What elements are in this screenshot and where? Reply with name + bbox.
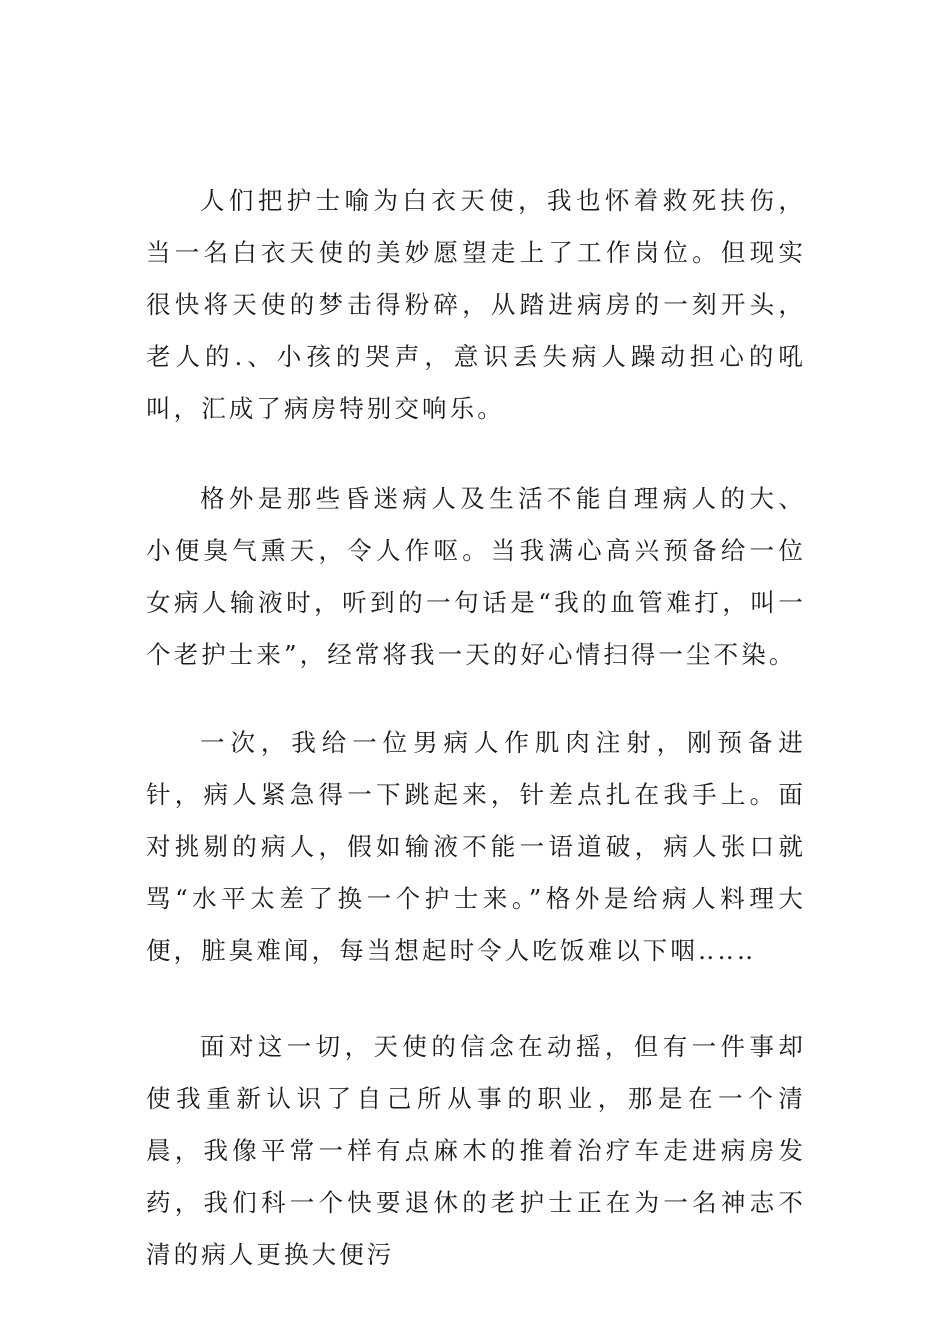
- paragraph-2: 格外是那些昏迷病人及生活不能自理病人的大、小便臭气熏天，令人作呕。当我满心高兴预备给一位女病人输液时，听到的一句话是“我的血管难打，叫一个老护士来”，经常将我一天的好心情扫得一尘不染。: [146, 484, 806, 669]
- paragraph-1: 人们把护士喻为白衣天使，我也怀着救死扶伤，当一名白衣天使的美妙愿望走上了工作岗位。但现实很快将天使的梦击得粉碎，从踏进病房的一刻开头，老人的.、小孩的哭声，意识丢失病人躁动担心的吼叫，汇成了病房特别交响乐。: [146, 186, 806, 423]
- paragraph-3: 一次，我给一位男病人作肌肉注射，刚预备进针，病人紧急得一下跳起来，针差点扎在我手上。面对挑剔的病人，假如输液不能一语道破，病人张口就骂“水平太差了换一个护士来。”格外是给病人料理大便，脏臭难闻，每当想起时令人吃饭难以下咽‥‥‥: [146, 728, 806, 965]
- paragraph-4: 面对这一切，天使的信念在动摇，但有一件事却使我重新认识了自己所从事的职业，那是在一个清晨，我像平常一样有点麻木的推着治疗车走进病房发药，我们科一个快要退休的老护士正在为一名神志不清的病人更换大便污: [146, 1032, 806, 1269]
